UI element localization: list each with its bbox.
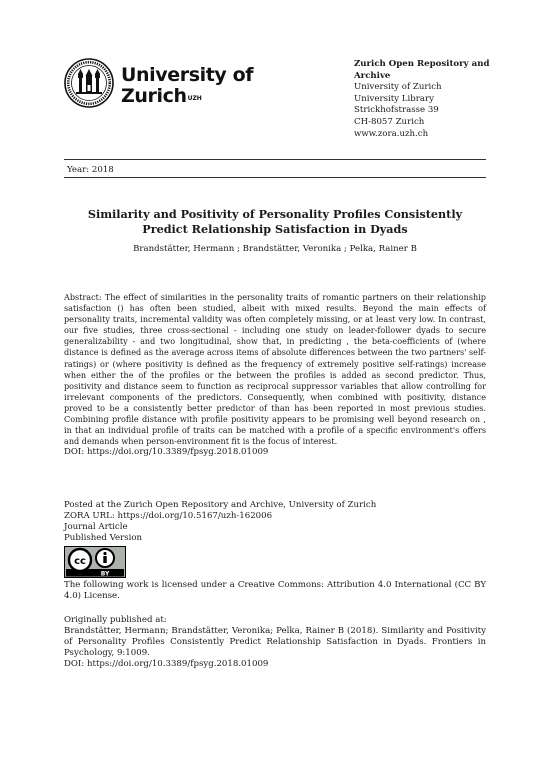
abstract: Abstract: The effect of similarities in the personality traits of romantic partners on their relationship satisfaction () has often been studied, albeit with mixed results. Beyond the main effects of personality traits, incremental validity was often completely missing, or at least very low. In contrast, our five studies, three cross-sectional - including one study on leader-follower dyads to secure generalizability - and two longitudinal, show that, in predicting , the beta-coefficients of (where distance is defined as the average across items of absolute differences between the two partners' self-ratings) or (where positivity is defined as the frequency of extremely positive self-ratings) increase when either the of the profiles or the between the profiles is added as second predictor. Thus, positivity and distance seem to function as reciprocal suppressor variables that allow controlling for irrelevant components of the predictors. Consequently, when combined with positivity, distance proved to be a consistently better predictor of than has been reported in most previous studies. Combining profile distance with profile positivity appears to be promising well beyond research on , in that an individual profile of traits can be matched with a profile of a specific environment's offers and demands when person-environment fit is the focus of interest. bbox=[64, 292, 486, 447]
university-seal-logo bbox=[64, 58, 114, 108]
citation: Brandstätter, Hermann; Brandstätter, Veronika; Pelka, Rainer B (2018). Similarity and Positivity of Personality Profiles Consistently Predict Relationship Satisfaction in Dyads. Frontiers in Psychology, 9:1009. bbox=[64, 626, 486, 659]
publication-year: Year: 2018 bbox=[67, 165, 114, 175]
address-line: University of Zurich bbox=[354, 82, 442, 93]
zora-url-link[interactable]: ZORA URL: https://doi.org/10.5167/uzh-162006 bbox=[64, 511, 273, 522]
cc-mark: cc bbox=[74, 556, 86, 567]
repository-title: Zurich Open Repository and Archive bbox=[354, 59, 490, 81]
address-line: CH-8057 Zurich bbox=[354, 116, 425, 127]
paper-title: Similarity and Positivity of Personality Profiles Consistently Predict Relationship Satisfaction in Dyads bbox=[87, 207, 463, 236]
university-wordmark bbox=[121, 65, 253, 107]
doi-link[interactable]: DOI: https://doi.org/10.3389/fpsyg.2018.01009 bbox=[64, 447, 269, 457]
posting-info bbox=[64, 500, 376, 544]
by-mark: BY bbox=[100, 570, 110, 578]
bottom-divider bbox=[64, 177, 486, 178]
posted-line: Posted at the Zurich Open Repository and Archive, University of Zurich bbox=[64, 500, 377, 510]
authors: Brandstätter, Hermann ; Brandstätter, Veronika ; Pelka, Rainer B bbox=[133, 244, 417, 254]
uzh-mark: UZH bbox=[187, 95, 202, 102]
original-heading: Originally published at: bbox=[64, 615, 167, 625]
address-line: Strickhofstrasse 39 bbox=[354, 105, 439, 116]
address-line: University Library bbox=[354, 93, 434, 104]
license-statement: The following work is licensed under a Creative Commons: Attribution 4.0 International (CC BY 4.0) License. bbox=[64, 580, 486, 602]
website-link[interactable]: www.zora.uzh.ch bbox=[354, 128, 429, 139]
repository-address-block bbox=[354, 59, 504, 140]
university-line1: University of bbox=[121, 64, 254, 86]
original-publication bbox=[64, 615, 486, 670]
original-doi-link[interactable]: DOI: https://doi.org/10.3389/fpsyg.2018.01009 bbox=[64, 659, 269, 670]
item-type: Journal Article bbox=[64, 522, 128, 533]
university-line2: Zurich bbox=[121, 85, 187, 107]
cc-by-license-icon bbox=[64, 546, 126, 578]
version: Published Version bbox=[64, 533, 143, 544]
top-divider bbox=[64, 159, 486, 160]
